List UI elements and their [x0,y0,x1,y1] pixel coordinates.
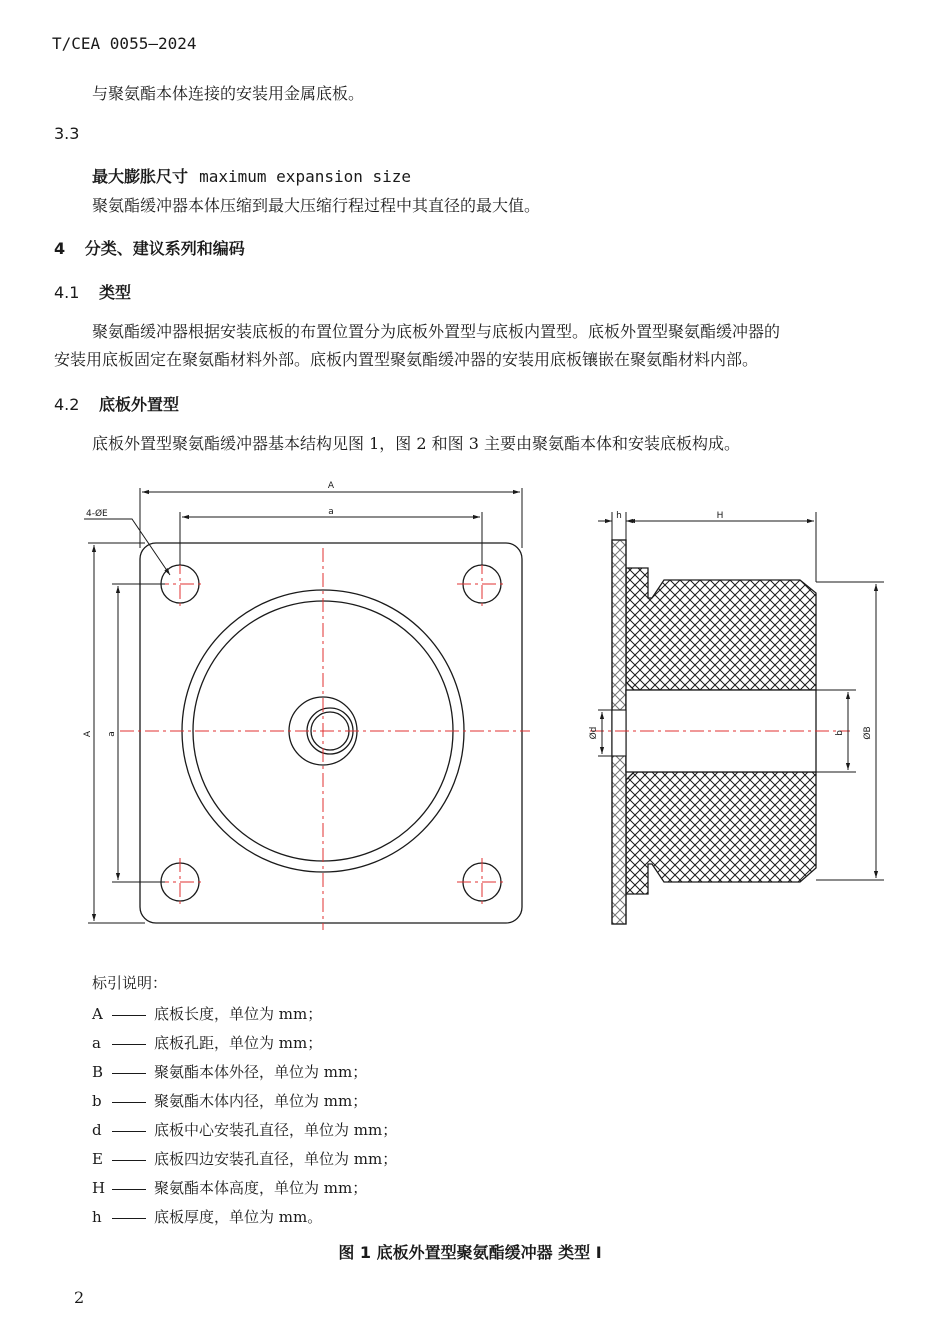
legend-symbol: d [92,1121,102,1139]
legend-item [92,1029,397,1058]
legend-text: 底板厚度，单位为 mm。 [154,1208,323,1226]
section-4-1-title: 类型 [99,283,132,302]
dim-a-left: a [107,731,117,737]
legend-title: 标引说明： [92,974,168,992]
section-4-1-heading [54,280,131,303]
section-4-2-para: 底板外置型聚氨酯缓冲器基本结构见图 1，图 2 和图 3 主要由聚氨酯本体和安装底板构成。 [92,434,740,453]
body-bottom-section [626,772,816,894]
section-3-3-term [92,164,411,187]
legend-dash [112,1015,146,1016]
side-view [612,540,816,924]
legend-list [92,1000,397,1232]
legend-dash [112,1160,146,1161]
plate-center-hole [612,710,626,756]
legend-symbol: A [92,1005,103,1023]
legend-text: 聚氨酯本体外径，单位为 mm； [154,1063,368,1081]
dim-h: h [616,511,622,521]
section-4-title: 分类、建议系列和编码 [84,239,245,258]
section-3-3-definition: 聚氨酯缓冲器本体压缩到最大压缩行程过程中其直径的最大值。 [92,196,541,215]
doc-number: T/CEA 0055—2024 [52,34,197,53]
figure-caption: 图 1 底板外置型聚氨酯缓冲器 类型 I [338,1243,602,1262]
legend-text: 聚氨酯木体内径，单位为 mm； [154,1092,368,1110]
dim-hole-label: 4-ØE [86,509,108,519]
legend-dash [112,1102,146,1103]
base-plate [140,543,522,923]
section-4-1-para-line2: 安装用底板固定在聚氨酯材料外部。底板内置型聚氨酯缓冲器的安装用底板镶嵌在聚氨酯材料内部。 [54,350,759,369]
legend-dash [112,1189,146,1190]
figure-1-drawing [0,470,940,950]
legend-dash [112,1218,146,1219]
front-centerlines [120,548,530,930]
dim-A-left: A [83,730,93,738]
legend-item [92,1000,397,1029]
front-view [140,543,522,923]
section-4-1-para-line1: 聚氨酯缓冲器根据安装底板的布置位置分为底板外置型与底板内置型。底板外置型聚氨酯缓冲器的 [92,322,781,341]
section-4-2-title: 底板外置型 [99,395,180,414]
legend-symbol: a [92,1034,101,1052]
legend-text: 底板四边安装孔直径，单位为 mm； [154,1150,398,1168]
dim-b: b [835,730,845,736]
legend-item [92,1174,397,1203]
legend-item [92,1116,397,1145]
legend-text: 底板中心安装孔直径，单位为 mm； [154,1121,398,1139]
legend-symbol: B [92,1063,104,1081]
section-4-number: 4 [54,239,66,258]
term-en: maximum expansion size [199,167,412,186]
body-top-section [626,568,816,690]
intro-line: 与聚氨酯本体连接的安装用金属底板。 [92,84,365,103]
front-dimensions [84,488,522,923]
dim-a-top: a [328,507,334,517]
legend-symbol: H [92,1179,106,1197]
section-4-1-number: 4.1 [54,283,80,302]
legend-dash [112,1044,146,1045]
legend-text: 底板孔距，单位为 mm； [154,1034,323,1052]
section-4-heading [54,236,245,259]
page-number: 2 [74,1288,85,1307]
term-zh: 最大膨胀尺寸 [92,167,189,186]
section-4-2-heading [54,392,179,415]
legend-symbol: h [92,1208,102,1226]
legend-text: 聚氨酯本体高度，单位为 mm； [154,1179,368,1197]
section-4-2-number: 4.2 [54,395,80,414]
legend-dash [112,1131,146,1132]
legend-symbol: b [92,1092,102,1110]
legend-text: 底板长度，单位为 mm； [154,1005,323,1023]
legend-dash [112,1073,146,1074]
legend-item [92,1203,397,1232]
legend-symbol: E [92,1150,103,1168]
dim-d: Ød [589,726,599,740]
legend-item [92,1087,397,1116]
legend-item [92,1145,397,1174]
dim-H: H [716,511,724,521]
dim-A-top: A [327,481,335,491]
section-3-3-number: 3.3 [54,124,80,143]
legend-item [92,1058,397,1087]
dim-B: ØB [863,726,873,740]
